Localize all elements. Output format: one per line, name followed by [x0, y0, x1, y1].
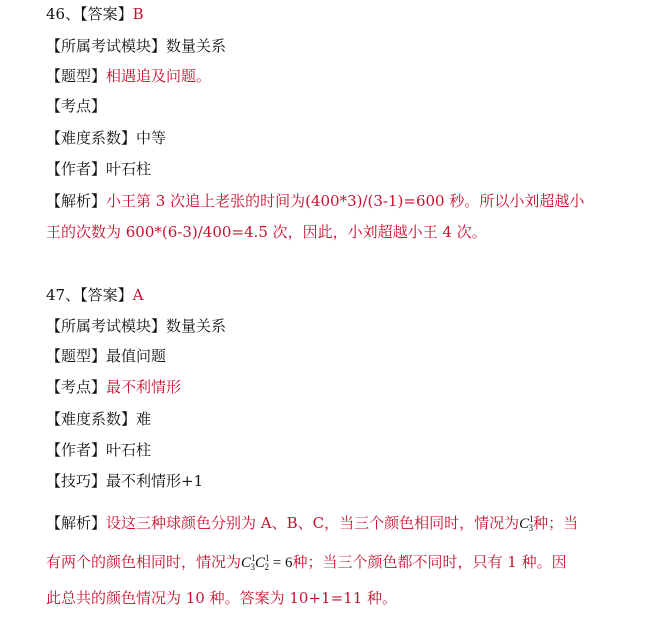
q47-analysis-line-1	[46, 509, 578, 538]
q47-author-line	[46, 440, 151, 460]
q46-analysis-line-2	[46, 222, 487, 242]
q47-analysis-text-2a: 有两个的颜色相同时，情况为	[46, 553, 242, 571]
q46-type-line	[46, 66, 211, 86]
q47-analysis-text-1a: 设这三种球颜色分别为 A、B、C，当三个颜色相同时，情况为	[106, 514, 520, 532]
q47-module-line	[46, 316, 226, 336]
q47-number: 47、	[46, 286, 81, 304]
q47-module-label: 【所属考试模块】	[46, 317, 167, 335]
q47-type-value: 最值问题	[106, 347, 167, 365]
q46-analysis-line-1	[46, 191, 584, 211]
q46-difficulty-value: 中等	[136, 129, 167, 147]
q47-answer-value: A	[132, 286, 144, 304]
q46-type-value: 相遇追及问题。	[106, 67, 212, 85]
q47-combination-formula-2: $C^1_3C^1_2 = 6$	[241, 553, 293, 572]
q47-point-value: 最不利情形	[106, 378, 182, 396]
q47-answer-label: 【答案】	[80, 286, 133, 304]
q47-difficulty-line	[46, 409, 151, 429]
q46-module-line	[46, 36, 226, 56]
q46-difficulty-line	[46, 128, 166, 148]
q46-module-value: 数量关系	[166, 37, 227, 55]
q47-answer-line	[46, 285, 143, 305]
q46-point-label: 【考点】	[46, 97, 107, 115]
q46-analysis-text-1: 小王第 3 次追上老张的时间为(400*3)/(3-1)=600 秒。所以小刘超越小	[106, 192, 585, 210]
q46-answer-value: B	[132, 5, 144, 23]
q46-analysis-text-2: 王的次数为 600*(6-3)/400=4.5 次，因此，小刘超越小王 4 次。	[46, 223, 487, 241]
q47-analysis-label: 【解析】	[46, 514, 107, 532]
q47-analysis-line-3	[46, 588, 397, 608]
q47-skill-value: 最不利情形+1	[106, 472, 204, 490]
q47-combination-formula-1: $C^1_3$	[519, 514, 534, 533]
q47-author-value: 叶石柱	[106, 441, 152, 459]
q47-analysis-text-1b: 种；当	[533, 514, 579, 532]
q46-point-line	[46, 96, 106, 116]
q47-analysis-text-2b: 种；当三个颜色都不同时，只有 1 种。因	[292, 553, 567, 571]
q46-answer-line	[46, 4, 144, 24]
q47-module-value: 数量关系	[166, 317, 227, 335]
q47-point-label: 【考点】	[46, 378, 107, 396]
q46-difficulty-label: 【难度系数】	[46, 129, 137, 147]
q46-analysis-label: 【解析】	[46, 192, 107, 210]
q46-type-label: 【题型】	[46, 67, 107, 85]
q47-author-label: 【作者】	[46, 441, 107, 459]
q47-analysis-text-3: 此总共的颜色情况为 10 种。答案为 10+1=11 种。	[46, 589, 398, 607]
q47-skill-label: 【技巧】	[46, 472, 107, 490]
q46-author-value: 叶石柱	[106, 160, 152, 178]
q47-type-label: 【题型】	[46, 347, 107, 365]
q47-skill-line	[46, 471, 203, 491]
q46-module-label: 【所属考试模块】	[46, 37, 167, 55]
q47-difficulty-label: 【难度系数】	[46, 410, 137, 428]
q46-number: 46、	[46, 5, 81, 23]
q47-point-line	[46, 377, 181, 397]
q47-type-line	[46, 346, 166, 366]
q46-author-label: 【作者】	[46, 160, 107, 178]
q46-answer-label: 【答案】	[80, 5, 133, 23]
q47-difficulty-value: 难	[136, 410, 152, 428]
q46-author-line	[46, 159, 151, 179]
q47-analysis-line-2	[46, 548, 567, 577]
